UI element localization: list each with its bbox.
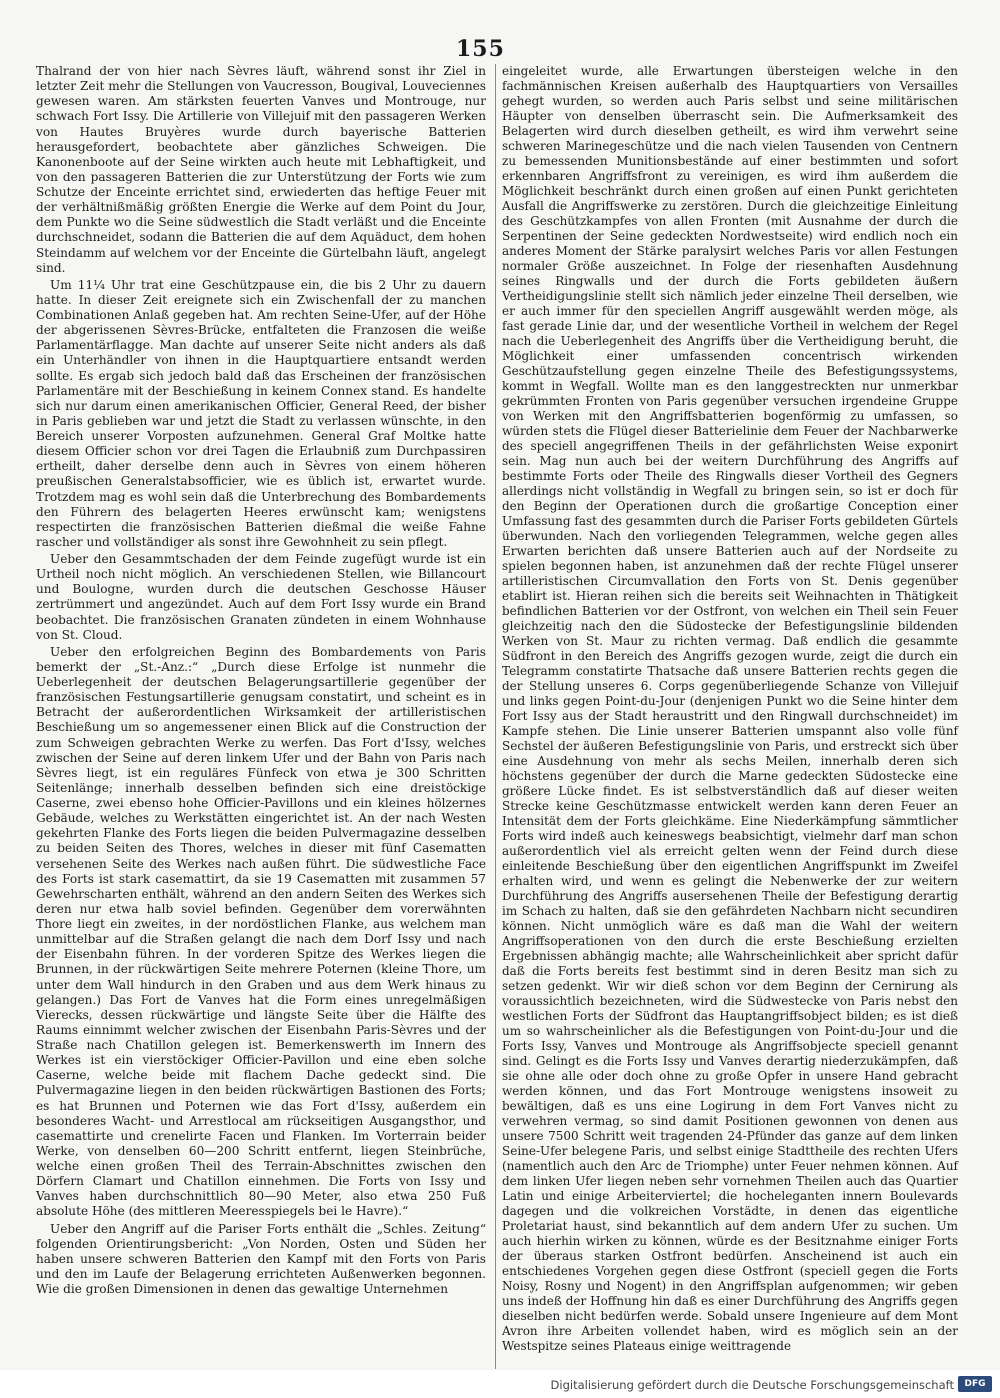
funding-note: Digitalisierung gefördert durch die Deutsche Forschungsgemeinschaft [550, 1378, 954, 1392]
paragraph: Um 11¼ Uhr trat eine Geschützpause ein, die bis 2 Uhr zu dauern hatte. In dieser Zeit ereignete sich ein Zwischenfall der zu manchen Combinationen Anlaß gegeben hat. Am rechten Seine-Ufer, auf der Höhe der abgerissenen Sèvres-Brücke, entfalteten die Franzosen die weiße Parlamentärflagge. Man dachte auf unserer Seite nicht anders als daß ein Unterhändler von ihnen in die Hauptquartiere entsandt werden sollte. Es ergab sich jedoch bald daß das Erscheinen der französischen Parlamentäre mit der Beschießung in keinem Connex stand. Es handelte sich nur darum einen amerikanischen Officier, General Reed, der bisher in Paris geblieben war und jetzt die Stadt zu verlassen wünschte, in den Bereich unserer Vorposten aufzunehmen. General Graf Moltke hatte diesem Officier schon vor drei Tagen die Erlaubniß zum Durchpassiren ertheilt, daher derselbe denn auch in Sèvres von einem höheren preußischen Generalstabsofficier, wie es üblich ist, erwartet wurde. Trotzdem mag es wohl sein daß die Unterbrechung des Bombardements den Führern des belagerten Heeres erwünscht kam; wenigstens respectirten die französischen Batterien dießmal die weiße Fahne rascher und vollständiger als sonst ihre Gewohnheit zu sein pflegt. [36, 277, 486, 549]
right-column [502, 64, 958, 1356]
dfg-logo: DFG [958, 1376, 992, 1392]
paragraph: Ueber den Gesammtschaden der dem Feinde zugefügt wurde ist ein Urtheil noch nicht möglich. An verschiedenen Stellen, wie Billancourt und Boulogne, wurden durch die deutschen Geschosse Häuser zertrümmert und angezündet. Auch auf dem Fort Issy wurde ein Brand beobachtet. Die französischen Granaten zündeten in einem Wohnhause von St. Cloud. [36, 552, 486, 642]
footer-bar [0, 1370, 1000, 1398]
paragraph: Thalrand der von hier nach Sèvres läuft, während sonst ihr Ziel in letzter Zeit mehr die Stellungen von Vaucresson, Bougival, Louveciennes gewesen waren. Am stärksten feuerten Vanves und Montrouge, nur schwach Fort Issy. Die Artillerie von Villejuif mit den passageren Werken von Hautes Bruyères wurde durch bayerische Batterien herausgefordert, beobachtete aber gänzliches Schweigen. Die Kanonenboote auf der Seine wirkten auch heute mit Lebhaftigkeit, und von den passageren Batterien die zur Unterstützung der Forts wie zum Schutze der Enceinte errichtet sind, erwiederten das heftige Feuer mit der verhältnißmäßig größten Energie die Werke auf dem Point du Jour, dem Punkte wo die Seine südwestlich die Stadt verläßt und die Enceinte durchschneidet, sodann die Batterien die auf dem Aquäduct, dem hohen Steindamm auf welchem vor der Enceinte die Gürtelbahn läuft, angelegt sind. [36, 64, 486, 275]
column-divider [495, 64, 496, 1369]
left-column [36, 64, 486, 1299]
page-number: 155 [456, 36, 505, 62]
paragraph: eingeleitet wurde, alle Erwartungen übersteigen welche in den fachmännischen Kreisen außerhalb des Hauptquartiers von Versailles gehegt wurden, so werden auch Paris selbst und seine militärischen Häupter von denselben überrascht sein. Die Aufmerksamkeit des Belagerten wird durch dieselben getheilt, es wird ihm verwehrt seine schweren Marinegeschütze und die nach vielen Tausenden von Centnern zu bemessenden Munitionsbestände auf einer bestimmten und sofort erkennbaren Angriffsfront zu vereinigen, es wird ihm außerdem die Möglichkeit beschränkt durch einen großen auf einen Punkt gerichteten Ausfall die Angriffswerke zu zerstören. Durch die gleichzeitige Einleitung des Geschützkampfes von allen Fronten (mit Ausnahme der durch die Serpentinen der Seine gedeckten Nordwestseite) wird endlich noch ein anderes Moment der Stärke paralysirt welches Paris vor allen Festungen normaler Größe auszeichnet. In Folge der riesenhaften Ausdehnung seines Ringwalls und der durch die Forts gebildeten äußern Vertheidigungslinie stellt sich nämlich jeder einzelne Theil derselben, wie er auch immer für den speciellen Angriff ausgewählt werden möge, als fast gerade Linie dar, und der wesentliche Vortheil in welchem der Regel nach die Ueberlegenheit des Angriffs über die Vertheidigung beruht, die Möglichkeit einer umfassenden concentrisch wirkenden Geschützaufstellung gegen einzelne Theile des Befestigungssystems, kommt in Wegfall. Wollte man es den langgestreckten nur unmerkbar gekrümmten Fronten von Paris gegenüber versuchen irgendeine Gruppe von Werken mit den Angriffsbatterien bogenförmig zu umfassen, so würden stets die Flügel dieser Batterielinie dem Feuer der Nachbarwerke des speciell angegriffenen Theils in der gefährlichsten Weise exponirt sein. Mag nun auch bei der weitern Durchführung des Angriffs auf bestimmte Forts oder Theile des Ringwalls dieser Vortheil des Gegners allerdings nicht vollständig in Wegfall zu bringen sein, so ist er doch für den Beginn der Operationen durch die großartige Conception einer Umfassung fast des gesammten durch die Pariser Forts gebildeten Gürtels überwunden. Nach den vorliegenden Telegrammen, welche gegen alles Erwarten berichten daß unsere Batterien auch auf der Nordseite zu spielen begonnen haben, ist anzunehmen daß der rechte Flügel unserer artilleristischen Circumvallation den Forts von St. Denis gegenüber etablirt ist. Hieran reihen sich die bereits seit Weihnachten in Thätigkeit befindlichen Batterien vor der Ostfront, von welchen ein Theil sein Feuer gleichzeitig nach den die Südostecke der Befestigungslinie bildenden Werken von St. Maur zu richten vermag. Daß endlich die gesammte Südfront in den Bereich des Angriffs gezogen wurde, zeigt die durch ein Telegramm constatirte Thatsache daß unsere Batterien rechts gegen die der Stellung unseres 6. Corps gegenüberliegende Schanze von Villejuif und links gegen Point-du-Jour (denjenigen Punkt wo die Seine hinter dem Fort Issy aus der Stadt heraustritt und den Ringwall durchschneidet) im Kampfe stehen. Die Linie unserer Batterien umspannt also volle fünf Sechstel der äußeren Befestigungslinie von Paris, und erstreckt sich über eine Ausdehnung von mehr als sechs Meilen, innerhalb deren sich höchstens gegenüber der durch die Marne gedeckten Südostecke eine größere Lücke findet. Es ist selbstverständlich daß auf dieser weiten Strecke keine Geschützmasse entwickelt werden kann deren Feuer an Intensität dem der Forts gleichkäme. Eine Niederkämpfung sämmtlicher Forts wird indeß auch keineswegs beabsichtigt, vielmehr darf man schon außerordentlich viel als erreicht gelten wenn der Feind durch diese einleitende Beschießung über den eigentlichen Angriffspunkt im Zweifel erhalten wird, und wenn es gelingt die Nebenwerke der zur weitern Durchführung des Angriffs ausersehenen Theile der Befestigung derartig im Schach zu halten, daß sie den gefährdeten Nachbarn nicht secundiren können. Nicht unmöglich wäre es daß man die Wahl der weitern Angriffsoperationen von den durch die erste Beschießung erzielten Ergebnissen abhängig machte; alle Wahrscheinlichkeit aber spricht dafür daß die Forts bereits fest bestimmt sind in deren Besitz man sich zu setzen gedenkt. Wir wir dieß schon vor dem Beginn der Cernirung als voraussichtlich bezeichneten, wird die Südwestecke von Paris nebst den westlichen Forts der Südfront das Hauptangriffsobject bilden; es ist dieß um so wahrscheinlicher als die Befestigungen von Point-du-Jour und die Forts Issy, Vanves und Montrouge als Angriffsobjecte speciell genannt sind. Gelingt es die Forts Issy und Vanves derartig niederzukämpfen, daß sie ohne alle oder doch ohne zu große Opfer in unsere Hand gebracht werden können, und das Fort Montrouge wenigstens insoweit zu bewältigen, daß es uns eine Logirung in dem Fort Vanves nicht zu verwehren vermag, so sind damit Positionen gewonnen von denen aus unsere 7500 Schritt weit tragenden 24-Pfünder das ganze auf dem linken Seine-Ufer belegene Paris, und selbst einige Stadttheile des rechten Ufers (namentlich auch den Arc de Triomphe) unter Feuer nehmen können. Auf dem linken Ufer liegen neben sehr vornehmen Theilen auch das Quartier Latin und einige Arbeiterviertel; die hocheleganten innern Boulevards dagegen und die volkreichen Vorstädte, in denen das eigentliche Proletariat haust, sind bekanntlich auf dem andern Ufer zu suchen. Um auch hierhin wirken zu können, würde es der Besitznahme einiger Forts der überaus starken Ostfront bedürfen. Anscheinend ist auch ein entschiedenes Vorgehen gegen diese Ostfront (speciell gegen die Forts Noisy, Rosny und Nogent) in den Angriffsplan aufgenommen; wir geben uns indeß der Hoffnung hin daß es einer Durchführung des Angriffs gegen dieselben nicht bedürfen werde. Sobald unsere Ingenieure auf dem Mont Avron ihre Arbeiten vollendet haben, wird es möglich sein an der Westspitze seines Plateaus einige weittragende [502, 64, 958, 1353]
paragraph: Ueber den erfolgreichen Beginn des Bombardements von Paris bemerkt der „St.-Anz.:“ „Durch diese Erfolge ist nunmehr die Ueberlegenheit der deutschen Belagerungsartillerie gegenüber der französischen Festungsartillerie genugsam constatirt, und scheint es in Betracht der außerordentlichen Wirksamkeit der artilleristischen Beschießung um so angemessener einen Blick auf die Construction der zum Schweigen gebrachten Werke zu werfen. Das Fort d'Issy, welches zwischen der Seine auf deren linkem Ufer und der Bahn von Paris nach Sèvres liegt, ist ein reguläres Fünfeck von etwa je 300 Schritten Seitenlänge; innerhalb desselben befinden sich eine dreistöckige Caserne, zwei ebenso hohe Officier-Pavillons und ein kleines hölzernes Gebäude, welches zu Werkstätten eingerichtet ist. An der nach Westen gekehrten Flanke des Forts liegen die beiden Pulvermagazine desselben zu beiden Seiten des Thores, welches in dieser mit fünf Casematten versehenen Seite des Werkes nach außen führt. Die südwestliche Face des Forts ist stark casemattirt, da sie 19 Casematten mit zusammen 57 Gewehrscharten enthält, während an den andern Seiten des Werkes sich deren nur etwa halb soviel befinden. Gegenüber dem vorerwähnten Thore liegt ein zweites, in der nordöstlichen Flanke, aus welchem man unmittelbar auf die Straßen gelangt die nach dem Dorf Issy und nach der Eisenbahn führen. In der vorderen Spitze des Werkes liegen die Brunnen, in der rückwärtigen Seite mehrere Poternen (kleine Thore, um unter dem Wall hindurch in den Graben und aus dem Werk hinaus zu gelangen.) Das Fort de Vanves hat die Form eines unregelmäßigen Vierecks, dessen rückwärtige und längste Seite über die Hälfte des Raums einnimmt welcher zwischen der Eisenbahn Paris-Sèvres und der Straße nach Chatillon gelegen ist. Bemerkenswerth im Innern des Werkes ist ein vierstöckiger Officier-Pavillon und eine eben solche Caserne, welche beide mit flachem Dache gedeckt sind. Die Pulvermagazine liegen in den beiden rückwärtigen Bastionen des Forts; es hat Brunnen und Poternen wie das Fort d'Issy, außerdem ein besonderes Wacht- und Arrestlocal am rückseitigen Ausgangsthor, und casemattirte und crenelirte Facen und Flanken. Im Vorterrain beider Werke, von denselben 60—200 Schritt entfernt, liegen Steinbrüche, welche einen großen Theil des Terrain-Abschnittes zwischen den Dörfern Clamart und Chatillon einnehmen. Die Forts von Issy und Vanves haben durchschnittlich 80—90 Meter, also etwa 250 Fuß absolute Höhe (des mittleren Meeresspiegels bei le Havre).“ [36, 644, 486, 1219]
paragraph: Ueber den Angriff auf die Pariser Forts enthält die „Schles. Zeitung“ folgenden Orientirungsbericht: „Von Norden, Osten und Süden her haben unsere schweren Batterien den Kampf mit den Forts von Paris und den im Laufe der Belagerung errichteten Außenwerken begonnen. Wie die großen Dimensionen in denen das gewaltige Unternehmen [36, 1221, 486, 1296]
